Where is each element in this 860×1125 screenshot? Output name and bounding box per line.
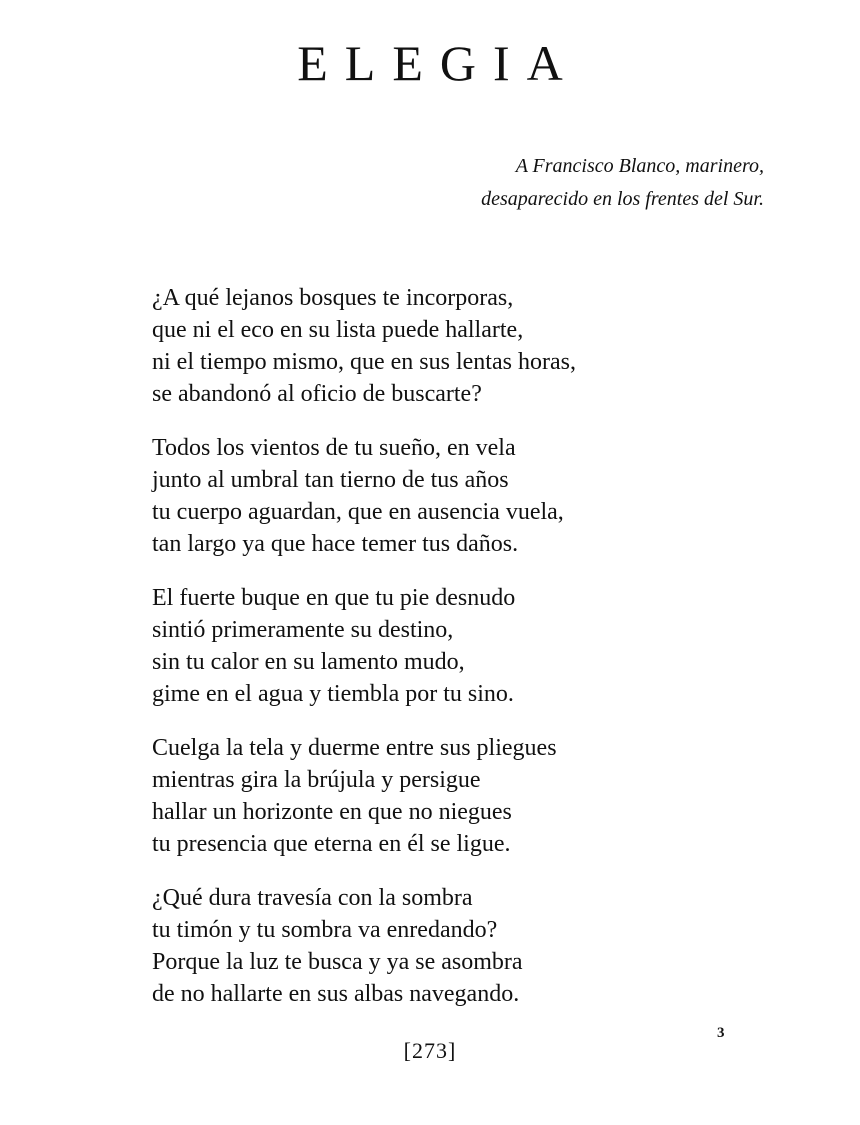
verse-line: Cuelga la tela y duerme entre sus pliegues — [152, 735, 557, 761]
verse-line: gime en el agua y tiembla por tu sino. — [152, 681, 514, 707]
dedication-line: A Francisco Blanco, marinero, — [515, 155, 764, 177]
verse-line: sin tu calor en su lamento mudo, — [152, 649, 465, 675]
stanza — [152, 282, 576, 410]
verse-line: que ni el eco en su lista puede hallarte, — [152, 317, 524, 343]
verse-line: tan largo ya que hace temer tus daños. — [152, 531, 519, 557]
verse-line: tu cuerpo aguardan, que en ausencia vuela, — [152, 499, 564, 525]
page-number: [273] — [403, 1038, 457, 1063]
poem-title: ELEGIA — [297, 35, 580, 91]
stanza — [152, 582, 576, 710]
verse-line: mientras gira la brújula y persigue — [152, 767, 481, 793]
verse-line: tu timón y tu sombra va enredando? — [152, 917, 498, 943]
verse-line: tu presencia que eterna en él se ligue. — [152, 831, 511, 857]
verse-line: sintió primeramente su destino, — [152, 617, 454, 643]
signature-mark: 3 — [717, 1025, 725, 1041]
verse-line: El fuerte buque en que tu pie desnudo — [152, 585, 516, 611]
dedication — [481, 150, 764, 216]
verse-line: ¿Qué dura travesía con la sombra — [152, 885, 473, 911]
stanza — [152, 882, 576, 1010]
verse-line: de no hallarte en sus albas navegando. — [152, 981, 520, 1007]
verse-line: ni el tiempo mismo, que en sus lentas horas, — [152, 349, 576, 375]
verse-line: ¿A qué lejanos bosques te incorporas, — [152, 285, 514, 311]
verse-line: se abandonó al oficio de buscarte? — [152, 381, 482, 407]
verse-line: junto al umbral tan tierno de tus años — [152, 467, 509, 493]
verse-line: Porque la luz te busca y ya se asombra — [152, 949, 523, 975]
verse-line: Todos los vientos de tu sueño, en vela — [152, 435, 516, 461]
verse-line: hallar un horizonte en que no niegues — [152, 799, 512, 825]
stanza — [152, 732, 576, 860]
dedication-line: desaparecido en los frentes del Sur. — [481, 188, 764, 210]
poem-body — [152, 282, 576, 1032]
stanza — [152, 432, 576, 560]
